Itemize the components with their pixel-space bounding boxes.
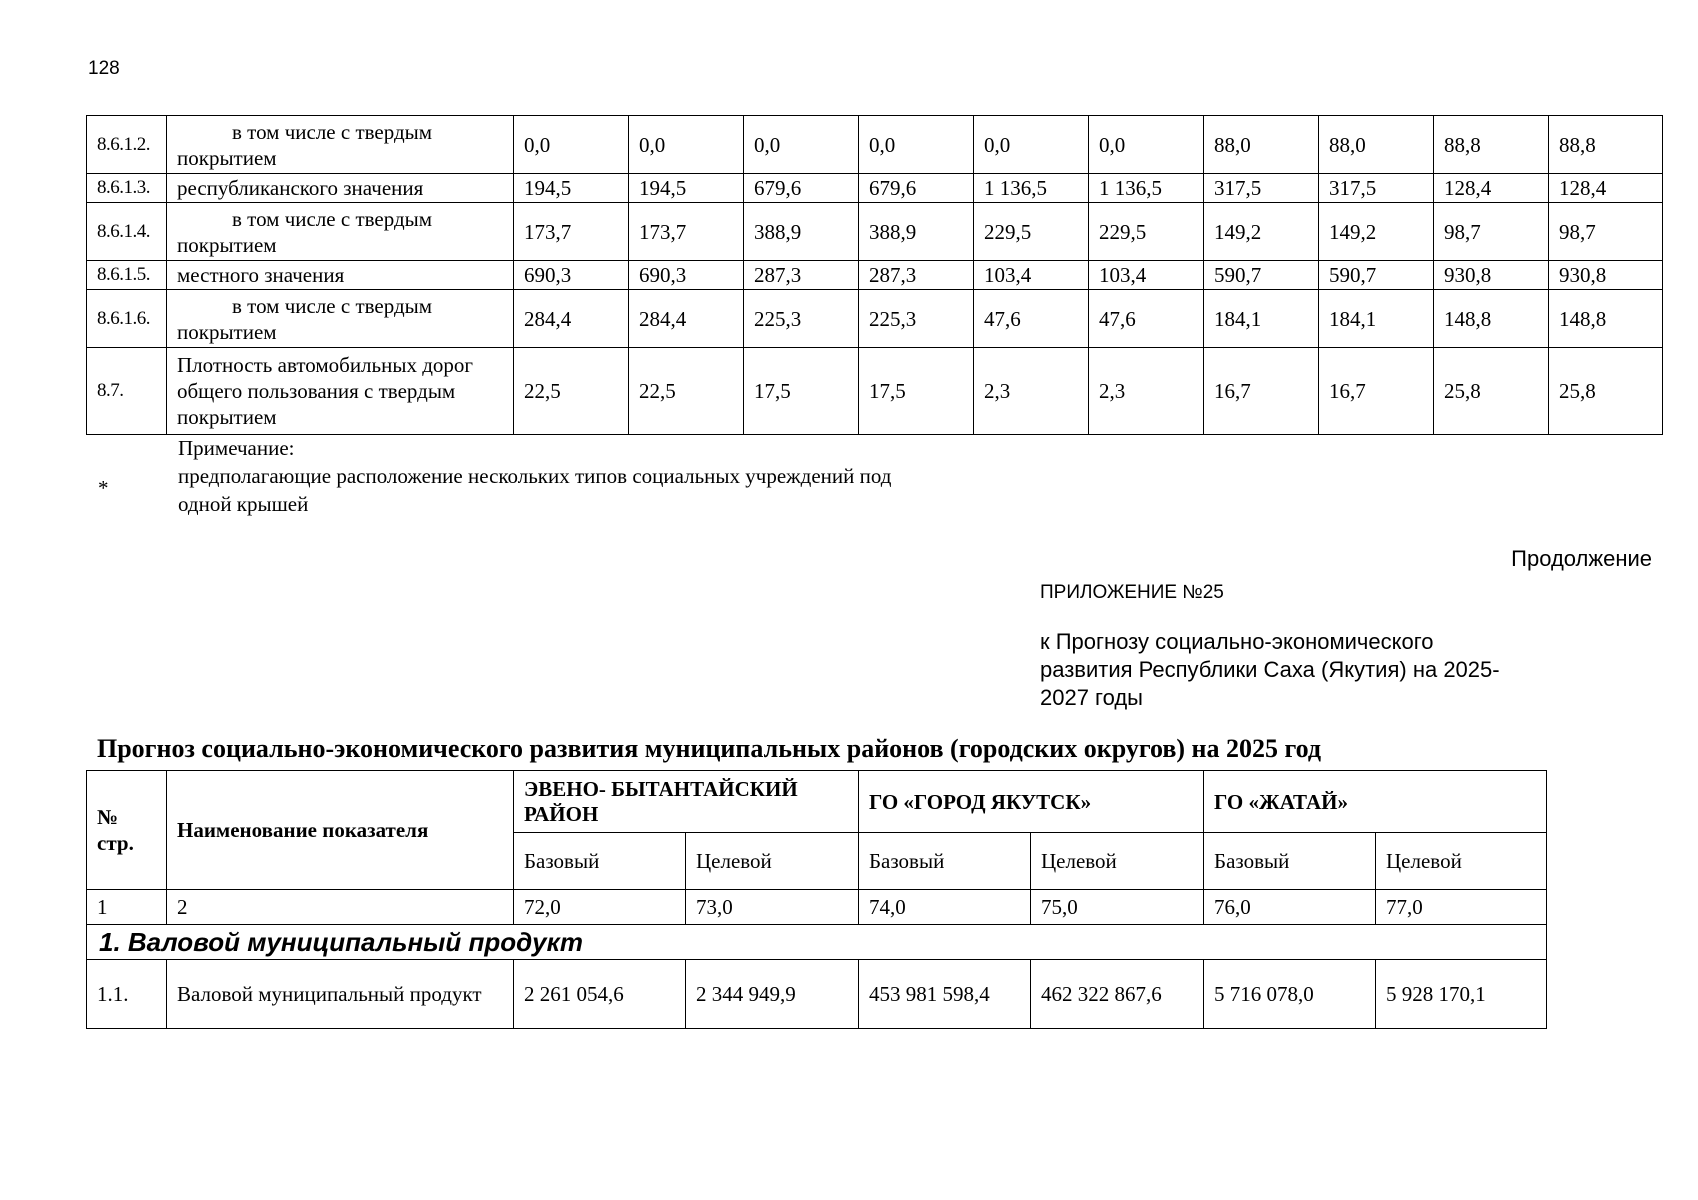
numbering-cell: 73,0	[686, 890, 859, 925]
forecast-table	[86, 770, 1547, 1029]
numbering-cell: 72,0	[514, 890, 686, 925]
header-scenario: Базовый	[1204, 833, 1376, 890]
value-cell: 679,6	[859, 174, 974, 203]
value-cell: 0,0	[1089, 116, 1204, 174]
value-cell: 2 261 054,6	[514, 960, 686, 1029]
note-label: Примечание:	[178, 436, 295, 460]
value-cell: 149,2	[1319, 203, 1434, 261]
value-cell: 462 322 867,6	[1031, 960, 1204, 1029]
table-row	[87, 348, 1663, 435]
value-cell: 47,6	[1089, 290, 1204, 348]
value-cell: 229,5	[974, 203, 1089, 261]
value-cell: 287,3	[744, 261, 859, 290]
value-cell: 173,7	[514, 203, 629, 261]
appendix-subtitle: к Прогнозу социально-экономического развития Республики Саха (Якутия) на 2025-2027 годы	[1040, 629, 1500, 710]
row-code: 8.7.	[87, 348, 167, 435]
value-cell: 284,4	[514, 290, 629, 348]
header-scenario: Базовый	[859, 833, 1031, 890]
header-row-districts	[87, 771, 1547, 833]
note-text: предполагающие расположение нескольких типов социальных учреждений под одной крышей	[178, 464, 892, 516]
row-code: 8.6.1.4.	[87, 203, 167, 261]
value-cell: 194,5	[514, 174, 629, 203]
page-number: 128	[88, 58, 120, 79]
value-cell: 690,3	[514, 261, 629, 290]
value-cell: 25,8	[1434, 348, 1549, 435]
main-title: Прогноз социально-экономического развития муниципальных районов (городских округов) на 2025 год	[97, 734, 1322, 763]
value-cell: 98,7	[1434, 203, 1549, 261]
value-cell: 103,4	[1089, 261, 1204, 290]
value-cell: 1 136,5	[974, 174, 1089, 203]
continuation-label: Продолжение	[1511, 546, 1652, 571]
value-cell: 453 981 598,4	[859, 960, 1031, 1029]
value-cell: 22,5	[514, 348, 629, 435]
value-cell: 0,0	[629, 116, 744, 174]
value-cell: 2,3	[1089, 348, 1204, 435]
value-cell: 103,4	[974, 261, 1089, 290]
value-cell: 930,8	[1434, 261, 1549, 290]
value-cell: 98,7	[1549, 203, 1663, 261]
header-scenario: Базовый	[514, 833, 686, 890]
value-cell: 17,5	[744, 348, 859, 435]
value-cell: 16,7	[1319, 348, 1434, 435]
numbering-cell: 77,0	[1376, 890, 1547, 925]
value-cell: 317,5	[1204, 174, 1319, 203]
header-district: ЭВЕНО- БЫТАНТАЙСКИЙ РАЙОН	[514, 771, 859, 833]
appendix-title: ПРИЛОЖЕНИЕ №25	[1040, 582, 1224, 603]
value-cell: 287,3	[859, 261, 974, 290]
value-cell: 5 716 078,0	[1204, 960, 1376, 1029]
table-row	[87, 203, 1663, 261]
table-row	[87, 960, 1547, 1029]
value-cell: 690,3	[629, 261, 744, 290]
value-cell: 0,0	[744, 116, 859, 174]
value-cell: 184,1	[1204, 290, 1319, 348]
indicators-table-continued	[86, 115, 1663, 435]
value-cell: 88,0	[1319, 116, 1434, 174]
value-cell: 128,4	[1549, 174, 1663, 203]
section-row	[87, 925, 1547, 960]
value-cell: 0,0	[974, 116, 1089, 174]
header-scenario: Целевой	[1031, 833, 1204, 890]
numbering-cell: 1	[87, 890, 167, 925]
value-cell: 0,0	[859, 116, 974, 174]
value-cell: 229,5	[1089, 203, 1204, 261]
row-indicator-name: Плотность автомобильных дорог общего пользования с твердым покрытием	[167, 348, 514, 435]
row-indicator-name: республиканского значения	[167, 174, 514, 203]
row-indicator-name: в том числе с твердым покрытием	[167, 290, 514, 348]
value-cell: 225,3	[744, 290, 859, 348]
value-cell: 149,2	[1204, 203, 1319, 261]
value-cell: 17,5	[859, 348, 974, 435]
value-cell: 148,8	[1434, 290, 1549, 348]
value-cell: 25,8	[1549, 348, 1663, 435]
table-row	[87, 261, 1663, 290]
header-district: ГО «ГОРОД ЯКУТСК»	[859, 771, 1204, 833]
numbering-row	[87, 890, 1547, 925]
value-cell: 2 344 949,9	[686, 960, 859, 1029]
note-marker: *	[98, 476, 109, 500]
numbering-cell: 76,0	[1204, 890, 1376, 925]
table-row	[87, 290, 1663, 348]
row-code: 8.6.1.2.	[87, 116, 167, 174]
value-cell: 47,6	[974, 290, 1089, 348]
value-cell: 148,8	[1549, 290, 1663, 348]
value-cell: 225,3	[859, 290, 974, 348]
value-cell: 194,5	[629, 174, 744, 203]
row-indicator-name: в том числе с твердым покрытием	[167, 203, 514, 261]
header-scenario: Целевой	[1376, 833, 1547, 890]
header-indicator-name: Наименование показателя	[167, 771, 514, 890]
row-code: 8.6.1.3.	[87, 174, 167, 203]
row-indicator-name: Валовой муниципальный продукт	[167, 960, 514, 1029]
value-cell: 88,8	[1549, 116, 1663, 174]
value-cell: 317,5	[1319, 174, 1434, 203]
value-cell: 590,7	[1319, 261, 1434, 290]
value-cell: 173,7	[629, 203, 744, 261]
value-cell: 284,4	[629, 290, 744, 348]
value-cell: 2,3	[974, 348, 1089, 435]
numbering-cell: 74,0	[859, 890, 1031, 925]
table-row	[87, 116, 1663, 174]
row-code: 1.1.	[87, 960, 167, 1029]
value-cell: 0,0	[514, 116, 629, 174]
header-scenario: Целевой	[686, 833, 859, 890]
value-cell: 1 136,5	[1089, 174, 1204, 203]
row-code: 8.6.1.5.	[87, 261, 167, 290]
value-cell: 388,9	[744, 203, 859, 261]
header-row-number: № стр.	[87, 771, 167, 890]
value-cell: 679,6	[744, 174, 859, 203]
value-cell: 930,8	[1549, 261, 1663, 290]
row-indicator-name: в том числе с твердым покрытием	[167, 116, 514, 174]
value-cell: 22,5	[629, 348, 744, 435]
value-cell: 88,8	[1434, 116, 1549, 174]
value-cell: 184,1	[1319, 290, 1434, 348]
value-cell: 88,0	[1204, 116, 1319, 174]
numbering-cell: 2	[167, 890, 514, 925]
value-cell: 590,7	[1204, 261, 1319, 290]
value-cell: 5 928 170,1	[1376, 960, 1547, 1029]
header-district: ГО «ЖАТАЙ»	[1204, 771, 1547, 833]
row-indicator-name: местного значения	[167, 261, 514, 290]
value-cell: 388,9	[859, 203, 974, 261]
value-cell: 128,4	[1434, 174, 1549, 203]
table-row	[87, 174, 1663, 203]
row-code: 8.6.1.6.	[87, 290, 167, 348]
numbering-cell: 75,0	[1031, 890, 1204, 925]
value-cell: 16,7	[1204, 348, 1319, 435]
section-title: 1. Валовой муниципальный продукт	[87, 925, 1547, 960]
